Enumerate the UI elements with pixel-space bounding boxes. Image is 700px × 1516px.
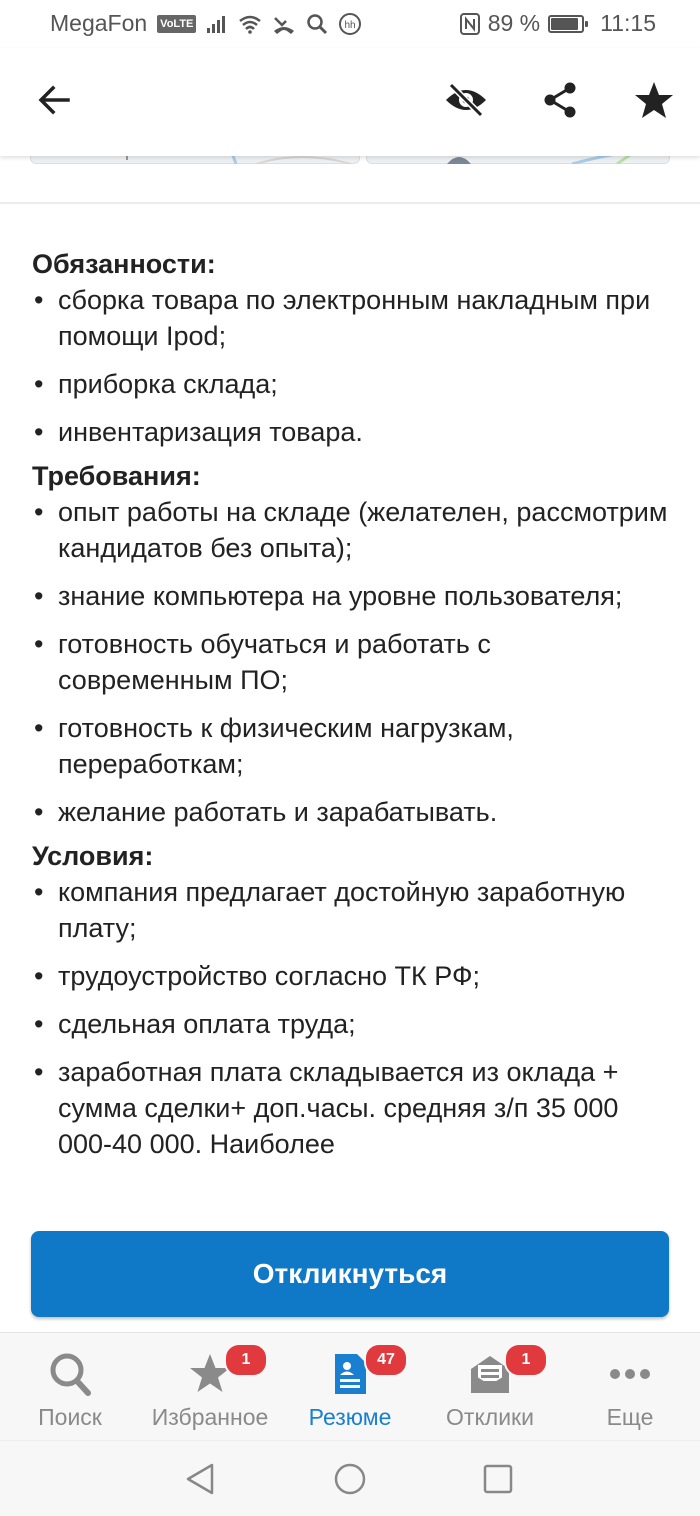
back-button[interactable]	[28, 74, 80, 126]
system-home-button[interactable]	[332, 1461, 368, 1497]
favorite-star-icon	[634, 80, 674, 120]
battery-fill	[551, 18, 578, 30]
battery-percent: 89 %	[487, 10, 541, 36]
list-item: • сдельная оплата труда;	[32, 1006, 672, 1042]
nav-item-resume[interactable]	[280, 1333, 420, 1441]
nav-label-favorites: Избранное	[151, 1404, 269, 1430]
search-status-icon	[306, 13, 328, 35]
hide-vacancy-button[interactable]	[440, 74, 492, 126]
nfc-icon	[460, 13, 480, 35]
hide-eye-icon	[443, 82, 489, 118]
volte-icon: VoLTE	[157, 15, 196, 33]
list-item: • знание компьютера на уровне пользователя;	[32, 578, 672, 614]
list-item: • опыт работы на складе (желателен, рассмотрим кандидатов без опыта);	[32, 494, 672, 566]
share-button[interactable]	[534, 74, 586, 126]
bottom-nav	[0, 1332, 700, 1440]
apply-bar	[0, 1216, 700, 1332]
triangle-back-icon	[184, 1462, 216, 1496]
nav-label-search: Поиск	[38, 1404, 102, 1430]
conditions-title: Условия:	[32, 841, 154, 871]
nav-label-responses: Отклики	[446, 1404, 534, 1430]
nav-item-favorites[interactable]	[140, 1333, 280, 1441]
clock: 11:15	[600, 10, 656, 36]
responses-badge: 1	[504, 1343, 548, 1377]
list-item: • желание работать и зарабатывать.	[32, 794, 672, 830]
missed-call-icon	[272, 14, 296, 34]
favorite-button[interactable]	[628, 74, 680, 126]
list-item: • заработная плата складывается из оклада + сумма сделки+ доп.часы. средняя з/п 35 000 000-40 000. Наиболее	[32, 1054, 672, 1162]
hh-icon-text: hh	[344, 19, 356, 31]
apply-button[interactable]: Откликнуться	[31, 1231, 669, 1317]
status-bar	[0, 0, 700, 48]
more-icon	[608, 1351, 652, 1397]
conditions-list	[32, 874, 672, 1162]
duties-title: Обязанности:	[32, 249, 216, 279]
system-recents-button[interactable]	[480, 1461, 516, 1497]
carrier-name: MegaFon	[50, 10, 148, 36]
nav-label-resume: Резюме	[308, 1404, 392, 1430]
signal-icon	[206, 14, 228, 34]
system-back-button[interactable]	[182, 1461, 218, 1497]
requirements-title: Требования:	[32, 461, 201, 491]
nav-item-responses[interactable]	[420, 1333, 560, 1441]
share-icon	[541, 81, 579, 119]
list-item: • приборка склада;	[32, 366, 672, 402]
nav-item-more[interactable]	[560, 1333, 700, 1441]
favorites-badge: 1	[224, 1343, 268, 1377]
list-item: • трудоустройство согласно ТК РФ;	[32, 958, 672, 994]
search-icon	[48, 1351, 92, 1397]
back-arrow-icon	[36, 82, 72, 118]
resume-badge: 47	[364, 1343, 408, 1377]
list-item: • готовность к физическим нагрузкам, переработкам;	[32, 710, 672, 782]
list-item: • готовность обучаться и работать с современным ПО;	[32, 626, 672, 698]
requirements-list	[32, 494, 672, 830]
nav-label-more: Еще	[606, 1404, 654, 1430]
wifi-icon	[238, 14, 262, 34]
circle-home-icon	[333, 1462, 367, 1496]
square-recents-icon	[482, 1463, 514, 1495]
nav-item-search[interactable]	[0, 1333, 140, 1441]
list-item: • сборка товара по электронным накладным при помощи Ipod;	[32, 282, 672, 354]
list-item: • инвентаризация товара.	[32, 414, 672, 450]
hh-icon	[338, 12, 362, 36]
app-bar	[0, 48, 700, 156]
duties-list	[32, 282, 672, 450]
system-nav-bar	[0, 1440, 700, 1516]
battery-icon	[548, 15, 584, 33]
list-item: • компания предлагает достойную заработную плату;	[32, 874, 672, 946]
section-divider	[0, 202, 700, 204]
vacancy-description	[32, 246, 672, 1170]
